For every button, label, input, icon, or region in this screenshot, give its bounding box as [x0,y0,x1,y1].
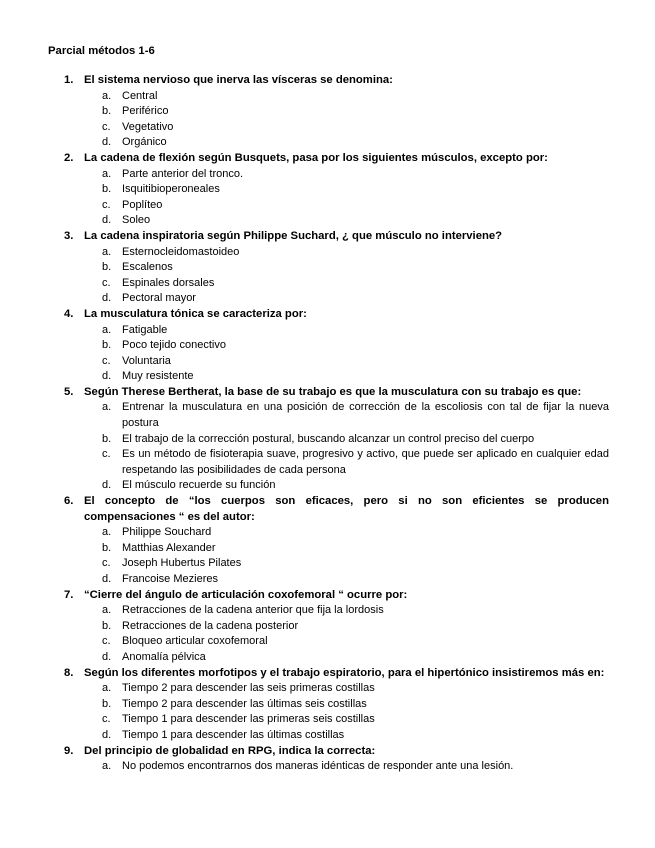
question-number: 8. [64,666,74,679]
answer-option [84,697,609,713]
option-letter: b. [102,697,112,710]
option-text: El músculo recuerde su función [122,479,276,492]
option-letter: a. [102,323,112,336]
option-text: Philippe Souchard [122,526,212,539]
question-item [48,744,609,775]
answer-option [84,323,609,339]
option-text: Anomalía pélvica [122,650,206,663]
answer-option [84,276,609,292]
answer-option [84,447,609,478]
option-letter: a. [102,401,112,414]
option-letter: c. [102,557,111,570]
question-item [48,494,609,588]
answer-option [84,572,609,588]
question-item [48,73,609,151]
option-list [84,681,609,743]
option-letter: d. [102,370,112,383]
option-list [84,603,609,665]
answer-option [84,167,609,183]
option-text: Bloqueo articular coxofemoral [122,635,268,648]
question-text: Según Therese Bertherat, la base de su trabajo es que la musculatura con su trabajo es que: [84,385,582,398]
question-number: 7. [64,588,74,601]
answer-option [84,369,609,385]
question-text: El concepto de “los cuerpos son eficaces, pero si no son eficientes se producen compensaciones “ es del autor: [84,495,609,523]
question-number: 5. [64,385,74,398]
option-list [84,89,609,151]
answer-option [84,478,609,494]
question-number: 1. [64,74,74,86]
answer-option [84,432,609,448]
option-list [84,245,609,307]
option-text: Matthias Alexander [122,541,216,554]
option-text: Muy resistente [122,370,194,383]
option-text: Escalenos [122,261,173,274]
option-letter: a. [102,245,112,258]
question-list [48,73,609,775]
option-letter: d. [102,573,112,585]
option-letter: b. [102,432,112,445]
option-text: Soleo [122,214,151,227]
option-list [84,167,609,229]
option-text: Isquitibioperoneales [122,183,220,196]
answer-option [84,619,609,635]
question-item [48,151,609,229]
answer-option [84,556,609,572]
question-number: 2. [64,151,74,164]
option-letter: a. [102,167,112,180]
answer-option [84,135,609,151]
option-text: Retracciones de la cadena posterior [122,619,299,632]
option-text: Poplíteo [122,198,163,211]
question-number: 3. [64,229,74,242]
answer-option [84,541,609,557]
answer-option [84,650,609,666]
answer-option [84,634,609,650]
question-text: Del principio de globalidad en RPG, indica la correcta: [84,744,376,757]
option-letter: d. [102,136,112,149]
option-text: No podemos encontrarnos dos maneras idénticas de responder ante una lesión. [122,760,514,773]
option-letter: b. [102,339,112,352]
option-letter: b. [102,261,112,274]
option-letter: a. [102,526,112,539]
option-letter: c. [102,354,111,367]
question-number: 6. [64,495,74,508]
answer-option [84,198,609,214]
option-letter: d. [102,650,112,663]
answer-option [84,400,609,431]
option-text: Tiempo 2 para descender las últimas seis costillas [122,697,367,710]
answer-option [84,525,609,541]
option-list [84,525,609,587]
answer-option [84,245,609,261]
document-title: Parcial métodos 1-6 [48,45,155,57]
option-letter: a. [102,604,112,617]
option-list [84,759,609,775]
option-letter: d. [102,292,112,305]
option-letter: b. [102,541,112,554]
option-letter: c. [102,198,111,211]
option-text: Vegetativo [122,120,174,133]
question-text: La cadena de flexión según Busquets, pasa por los siguientes músculos, excepto por: [84,151,548,164]
option-letter: d. [102,479,112,492]
option-text: Retracciones de la cadena anterior que fija la lordosis [122,604,384,617]
option-letter: b. [102,619,112,632]
option-text: Orgánico [122,136,167,149]
option-letter: c. [102,448,111,461]
option-text: Poco tejido conectivo [122,339,226,352]
option-text: El trabajo de la corrección postural, buscando alcanzar un control preciso del cuerpo [122,432,535,445]
question-text: La cadena inspiratoria según Philippe Suchard, ¿ que músculo no interviene? [84,229,503,242]
answer-option [84,120,609,136]
question-item [48,307,609,385]
option-text: Es un método de fisioterapia suave, progresivo y activo, que puede ser aplicado en cualquier edad respetando las posibilidades de cada persona [122,448,609,476]
answer-option [84,89,609,105]
option-letter: c. [102,120,111,133]
answer-option [84,712,609,728]
option-letter: c. [102,713,111,726]
option-letter: d. [102,214,112,227]
option-text: Pectoral mayor [122,292,196,305]
question-number: 4. [64,307,74,320]
option-list [84,323,609,385]
question-number: 9. [64,744,74,757]
option-text: Entrenar la musculatura en una posición de corrección de la escoliosis con tal de fijar la nueva postura [122,401,609,430]
answer-option [84,291,609,307]
question-item [48,588,609,666]
answer-option [84,338,609,354]
answer-option [84,104,609,120]
answer-option [84,260,609,276]
question-item [48,385,609,494]
option-list [84,400,609,494]
option-text: Esternocleidomastoideo [122,245,240,258]
option-text: Voluntaria [122,354,171,367]
answer-option [84,759,609,775]
option-text: Espinales dorsales [122,276,215,289]
question-text: “Cierre del ángulo de articulación coxofemoral “ ocurre por: [84,588,408,601]
question-item [48,666,609,744]
option-text: Joseph Hubertus Pilates [122,557,242,570]
option-text: Parte anterior del tronco. [122,167,244,180]
answer-option [84,213,609,229]
option-text: Francoise Mezieres [122,573,218,585]
option-letter: b. [102,183,112,196]
option-letter: a. [102,89,112,102]
question-item [48,229,609,307]
option-text: Fatigable [122,323,168,336]
answer-option [84,354,609,370]
option-letter: c. [102,276,111,289]
option-letter: c. [102,635,111,648]
option-text: Periférico [122,105,169,118]
option-text: Tiempo 1 para descender las últimas costillas [122,728,345,741]
question-text: La musculatura tónica se caracteriza por: [84,307,307,320]
answer-option [84,681,609,697]
option-letter: b. [102,105,112,118]
option-letter: d. [102,728,112,741]
question-text: El sistema nervioso que inerva las vísceras se denomina: [84,74,393,86]
option-text: Central [122,89,158,102]
option-letter: a. [102,760,112,773]
question-text: Según los diferentes morfotipos y el trabajo espiratorio, para el hipertónico insistiremos más en: [84,666,605,679]
option-letter: a. [102,682,112,695]
option-text: Tiempo 1 para descender las primeras seis costillas [122,713,375,726]
option-text: Tiempo 2 para descender las seis primeras costillas [122,682,375,695]
answer-option [84,182,609,198]
answer-option [84,603,609,619]
answer-option [84,728,609,744]
